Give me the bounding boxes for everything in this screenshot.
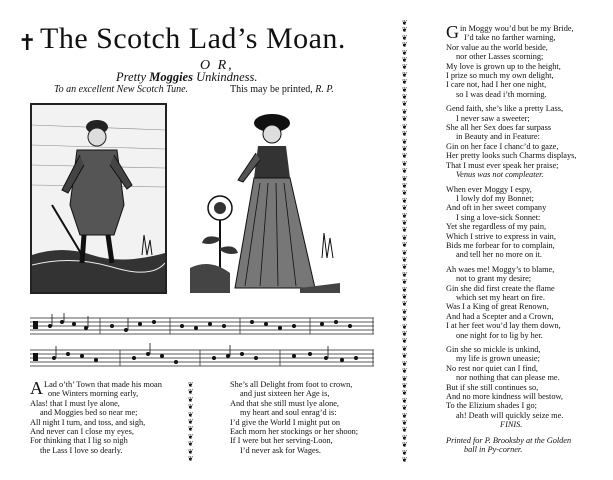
verse-6: Ah waes me! Moggy’s to blame, not to grant my desire; Gin she did first create the flame which set my heart on fire. Was I a King of great Renown, And had a Scepter and a Crown, I at her feet wou’d lay them down, one night for to lig by her. [446,264,561,340]
or-line: O R, [200,58,234,73]
verse-4: Gend faith, she’s like a pretty Lass, I never saw a sweeter; She all her Sex does far surpass in Beauty and in Feature: Gin on her face I chanc’d to gaze, Her pretty looks such Charms displays, That I must ever speak her praise; Venus was not compleater. [446,104,577,180]
woodcut-scotch-lad [30,103,167,294]
tune-note: To an excellent New Scotch Tune. [54,84,189,95]
verse-1: A Lad o’th’ Town that made his moan one Winters morning early, Alas! that I must lye alone, and Moggies bed so near me; All night I turn, and toss, and sigh, And never can I close my eyes, For thinking that I lig so nigh the Lass I love so dearly. [30,378,162,455]
subtitle: Pretty Moggies Unkindness. [116,70,258,84]
cross-mark: ✝ [18,30,37,55]
ornament-divider-bottom: ❦ ❦ ❦ ❦ ❦ ❦ ❦ ❦ ❦ ❦ ❦ [187,381,193,464]
printer-line-2: ball in Py-corner. [464,445,523,455]
ornament-divider-right: ❦ ❦ ❦ ❦ ❦ ❦ ❦ ❦ ❦ ❦ ❦ ❦ ❦ ❦ ❦ ❦ ❦ ❦ ❦ ❦ ❦ ❦ ❦ ❦ ❦ ❦ ❦ ❦ ❦ ❦ ❦ ❦ ❦ ❦ ❦ ❦ ❦ ❦ ❦ ❦ ❦ ❦ ❦ ❦ ❦ ❦ ❦ ❦ ❦ ❦ ❦ ❦ ❦ ❦ ❦ ❦ ❦ ❦ ❦ ❦ [401,19,407,464]
ballad-title: The Scotch Lad’s Moan. [40,22,346,55]
verse-7: Gin she so mickle is unkind, my life is grown uneasie; No rest nor quiet can I find, nor nothing that can please me. But if she still continues so, And no more kindness will bestow, To the Elizium shades I go; ah! Death will quickly seize me. [446,345,564,420]
license-note: This may be printed, R. P. [230,84,334,95]
verse-5: When ever Moggy I espy, I lowly dof my Bonnet; And oft in her sweet company I sing a love-sick Sonnet: Yet she regardless of my pain, Which I strive to express in vain, Bids me forbear for to complain, and tell her no more on it. [446,184,556,260]
drop-cap: A [30,378,43,398]
verse-3: Gin Moggy wou’d but be my Bride, I’d take no farther warning, Nor value au the world beside, nor other Lasses scorning; My love is grown up to the height, I prize so much my own delight, I care not, had I her one night, so I was dead i’th morning. [446,22,574,99]
finis: FINIS. [500,420,523,430]
right-column [446,24,576,454]
verse-2: She’s all Delight from foot to crown, and just sixteen her Age is, And that she still must lye alone, my heart and soul enrag’d is: I’d give the World I might put on Each morn her stockings or her shoon; If I were but her serving-Loon, I’d never ask for Wages. [230,380,359,455]
printer-line-1: Printed for P. Brooksby at the Golden [446,435,572,445]
musical-score [30,313,374,375]
woodcut-lady-with-rose [190,108,340,293]
